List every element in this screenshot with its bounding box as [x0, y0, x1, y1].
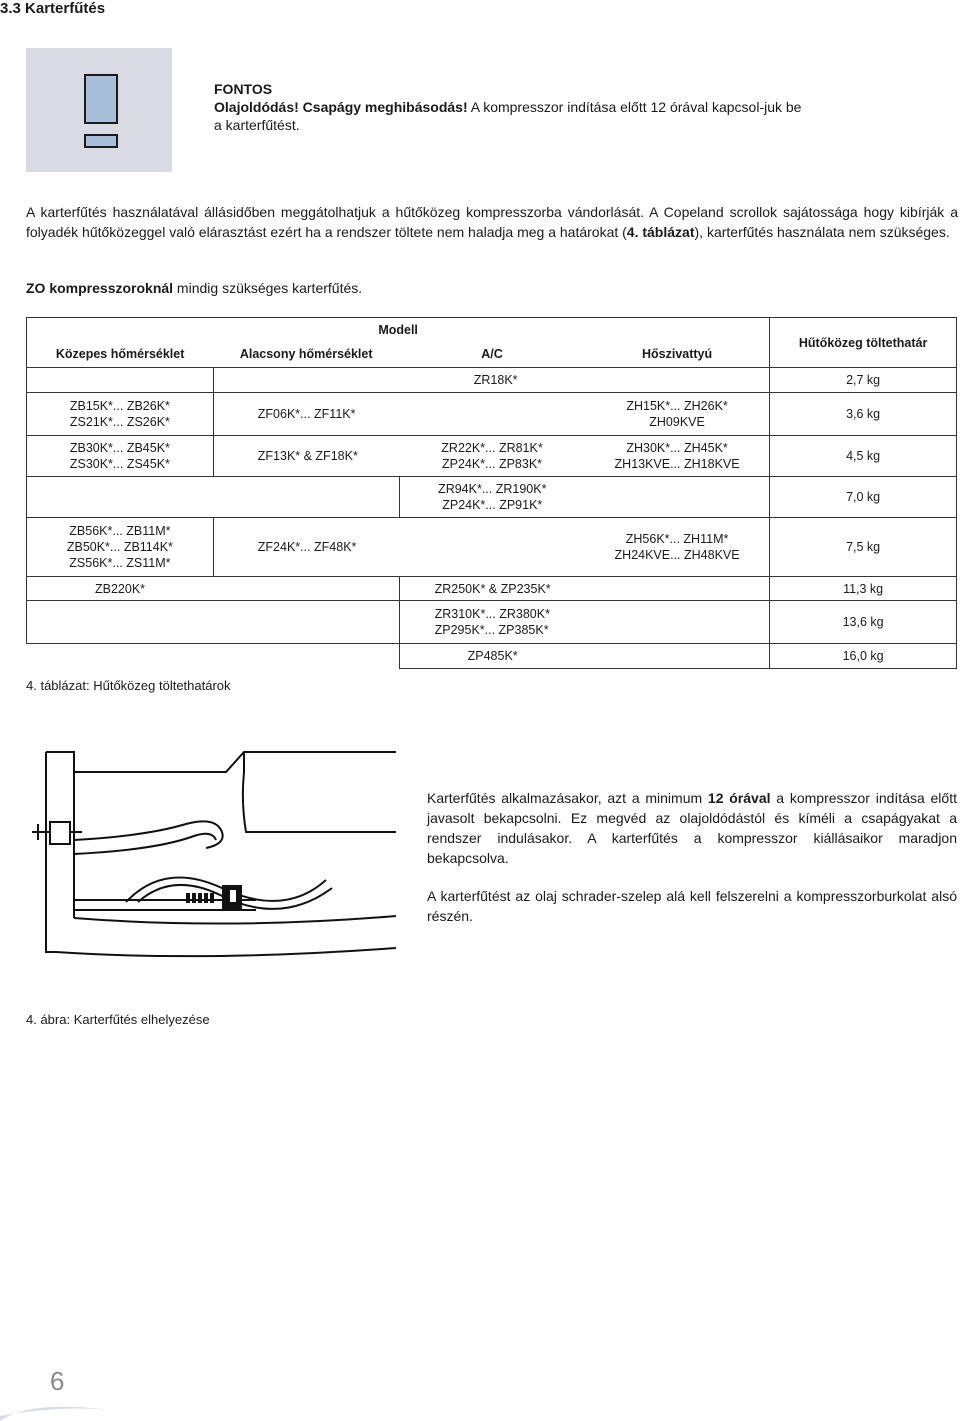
cell-charge: 2,7 kg	[770, 368, 957, 393]
cell-medium	[27, 368, 214, 393]
intro-part1: A karterfűtés használatával állásidőben meggátolhatjuk a hűtőközeg kompresszorba vándorlását. A Copeland scrollok sajátossága hogy kibírják a folyadék hűtőközeggel való elárasztást ezért ha a rendszer töltete nem haladja meg a határokat (	[26, 204, 958, 240]
section-title: 3.3 Karterfűtés	[0, 0, 106, 17]
warning-box	[26, 48, 172, 172]
cell-charge: 16,0 kg	[770, 644, 957, 669]
cell-ac: ZR22K*... ZR81K* ZP24K*... ZP83K*	[399, 436, 585, 477]
figure-description	[427, 788, 957, 944]
cell-charge: 13,6 kg	[770, 601, 957, 644]
col-medium: Közepes hőmérséklet	[27, 342, 214, 368]
header-model: Modell	[27, 318, 770, 342]
zo-note-bold: ZO kompresszoroknál	[26, 280, 174, 296]
intro-part2: ), karterfűtés használata nem szükséges.	[694, 224, 950, 240]
warning-rest: A kompresszor indítása előtt 12 órával kapcsol-juk be a karterfűtést.	[214, 99, 802, 133]
table-reference: 4. táblázat	[626, 224, 695, 240]
cell-medium: ZB15K*... ZB26K* ZS21K*... ZS26K*	[27, 393, 214, 436]
cell-heatpump: ZH56K*... ZH11M* ZH24KVE... ZH48KVE	[585, 518, 770, 577]
cell-heatpump: ZH30K*... ZH45K* ZH13KVE... ZH18KVE	[585, 436, 770, 477]
exclamation-icon	[84, 74, 118, 124]
cell-ac-heatpump: ZR310K*... ZR380K* ZP295K*... ZP385K*	[399, 601, 770, 644]
col-ac: A/C	[399, 342, 585, 368]
page-number: 6	[50, 1366, 65, 1396]
cell-ac: ZR18K*	[213, 368, 769, 393]
shell-bottom	[56, 948, 396, 956]
table-caption: 4. táblázat: Hűtőközeg töltethatárok	[26, 678, 231, 693]
cell-heatpump: ZH15K*... ZH26K* ZH09KVE	[585, 393, 770, 436]
cell-charge: 4,5 kg	[770, 436, 957, 477]
charge-limit-table	[26, 317, 957, 669]
warning-bold: Olajoldódás! Csapágy meghibásodás!	[214, 99, 468, 115]
cell-medium-low	[27, 601, 400, 644]
cell-ac-heatpump: ZR250K* & ZP235K*	[399, 577, 770, 601]
shell-left	[46, 752, 56, 952]
cell-charge: 11,3 kg	[770, 577, 957, 601]
cell-low: ZF06K*... ZF11K*	[213, 393, 585, 436]
cell-medium: ZB56K*... ZB11M* ZB50K*... ZB114K* ZS56K*... ZS11M*	[27, 518, 214, 577]
warning-heading: FONTOS	[214, 81, 273, 97]
exclamation-dot	[84, 134, 118, 148]
figure-text-2: A karterfűtést az olaj schrader-szelep alá kell felszerelni a kompresszorburkolat alsó részén.	[427, 888, 957, 924]
shell-right-top	[243, 752, 396, 832]
warning-text	[214, 80, 814, 134]
schrader-valve	[50, 822, 70, 844]
cell-medium: ZB30K*... ZB45K* ZS30K*... ZS45K*	[27, 436, 214, 477]
zo-note-rest: mindig szükséges karterfűtés.	[173, 280, 363, 296]
cell-ac-heatpump: ZP485K*	[399, 644, 770, 669]
intro-paragraph	[26, 202, 958, 242]
cell-ac: ZR94K*... ZR190K* ZP24K*... ZP91K*	[399, 477, 585, 518]
cell-heatpump	[585, 477, 770, 518]
col-low: Alacsony hőmérséklet	[213, 342, 399, 368]
cell-low: ZF13K* & ZF18K*	[213, 436, 399, 477]
tube-lower	[74, 834, 216, 854]
zo-note	[26, 278, 726, 298]
shell-lower-ring	[74, 916, 396, 924]
warning-body	[214, 98, 804, 134]
cell-charge: 7,0 kg	[770, 477, 957, 518]
cell-medium	[27, 477, 400, 518]
figure-caption: 4. ábra: Karterfűtés elhelyezése	[26, 1012, 210, 1027]
cell-charge: 7,5 kg	[770, 518, 957, 577]
crankcase-heater-diagram	[26, 740, 396, 970]
figure-text-1: Karterfűtés alkalmazásakor, azt a minimum 12 órával a kompresszor indítása előtt javasolt bekapcsolni. Ez megvéd az olajoldódástól és kíméli a csapágyakat a rendszer indulásakor. A karterfűtés a kompresszor kiállásaikor maradjon bekapcsolva.	[427, 790, 957, 866]
header-charge: Hűtőközeg töltethatár	[770, 318, 957, 368]
cell-charge: 3,6 kg	[770, 393, 957, 436]
cell-empty	[27, 644, 400, 669]
cell-low: ZF24K*... ZF48K*	[213, 518, 585, 577]
col-heatpump: Hőszivattyú	[585, 342, 770, 368]
cell-medium-low: ZB220K*	[27, 577, 400, 601]
shell-top	[46, 752, 396, 772]
